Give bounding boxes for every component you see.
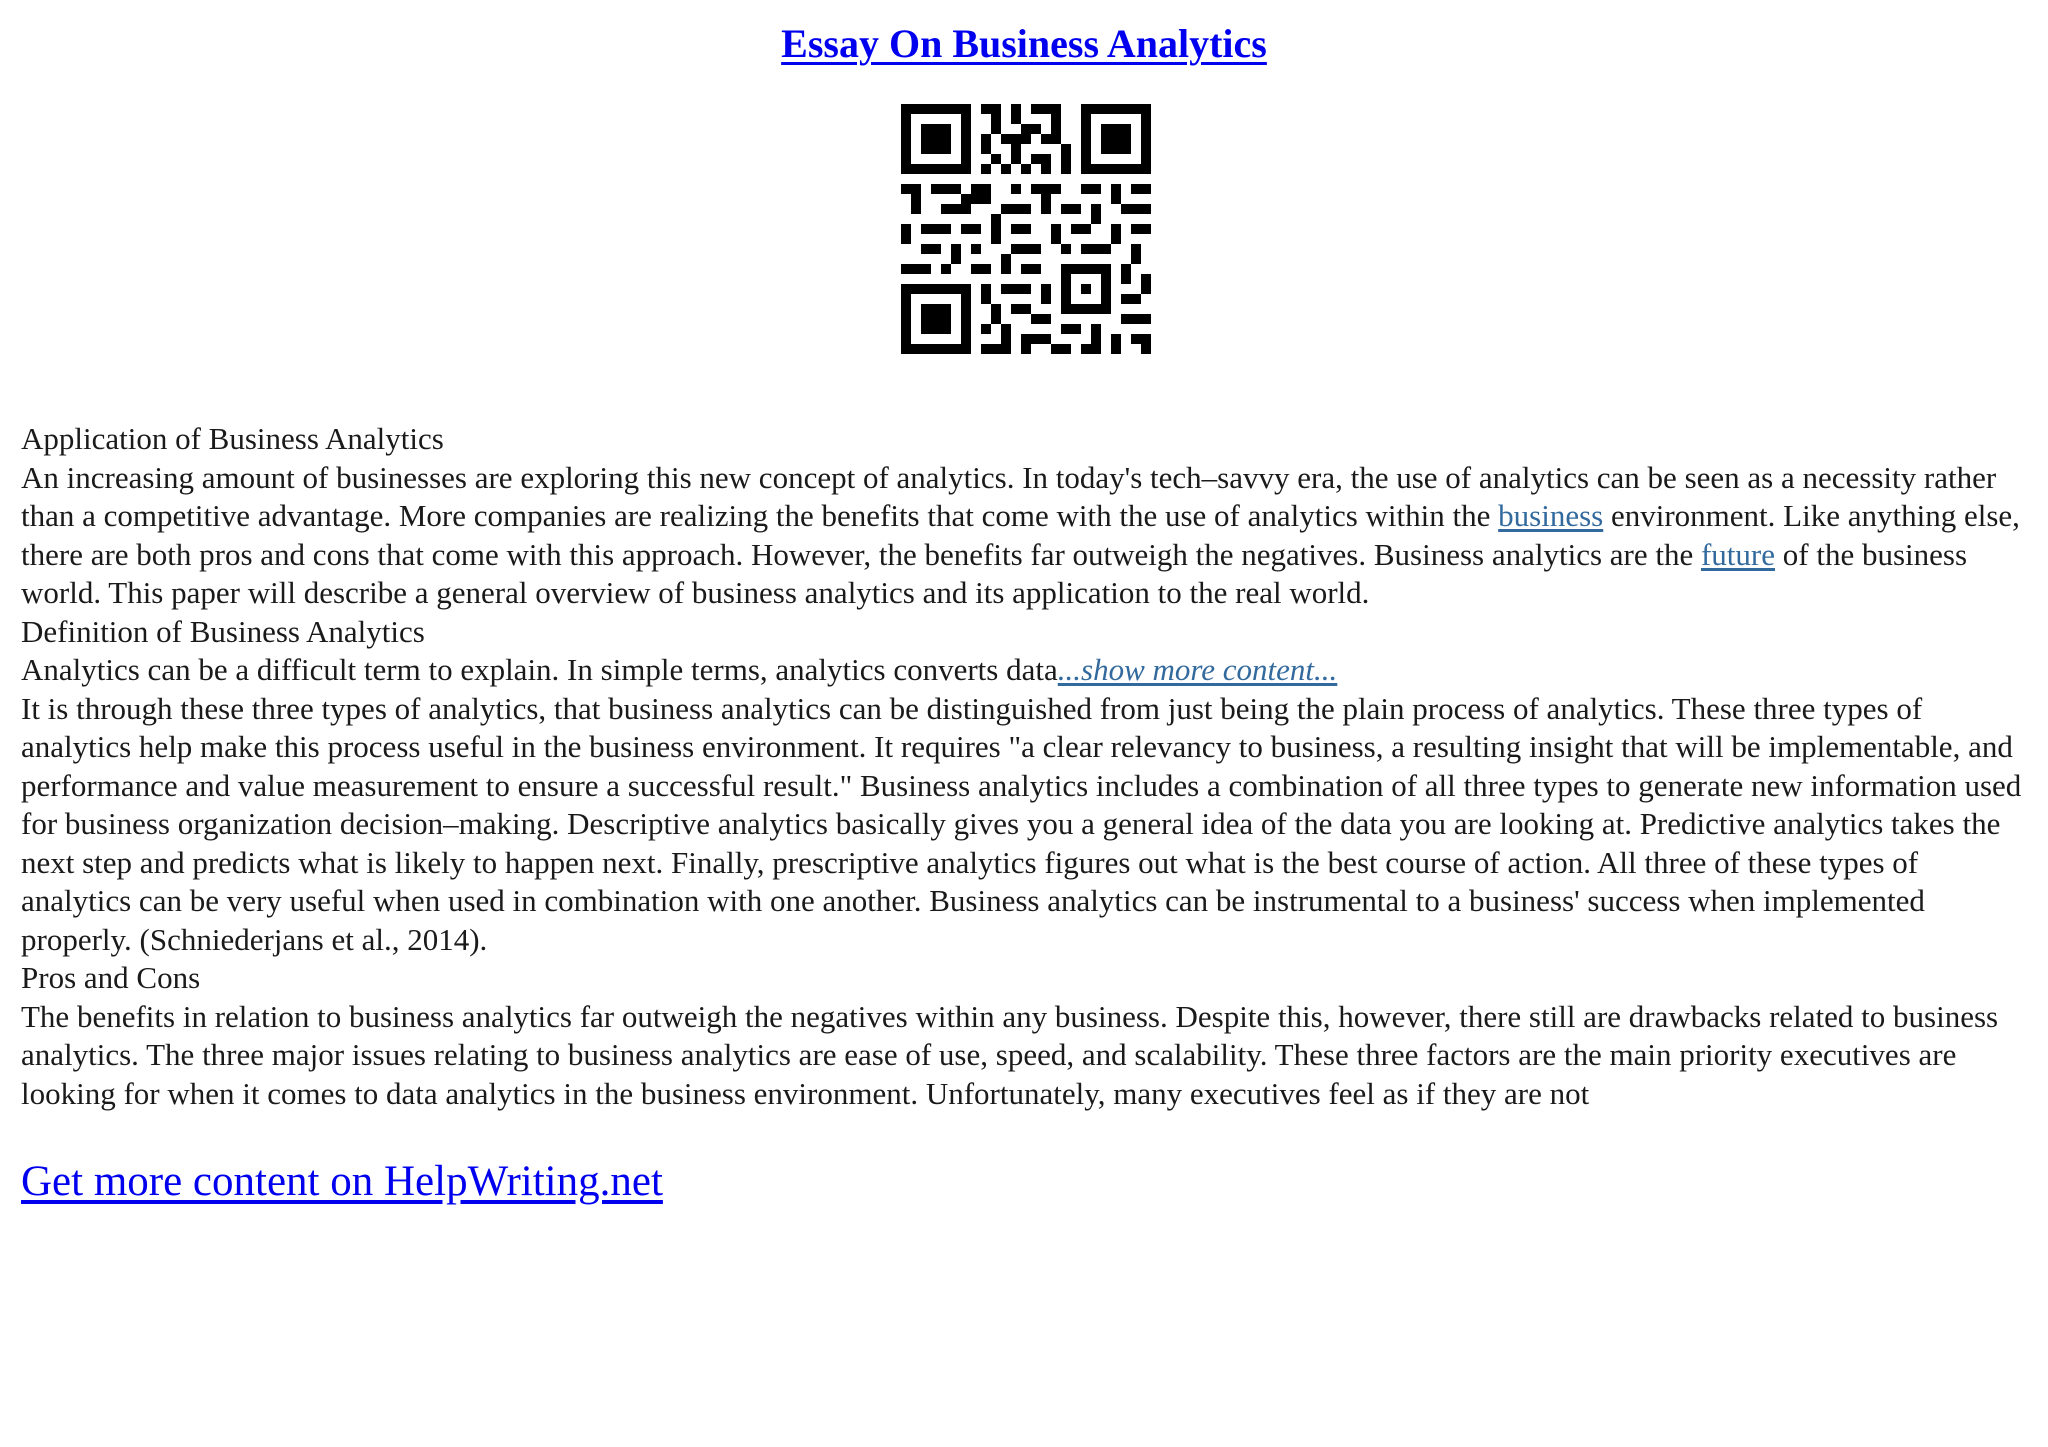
intro-text-2: environment. Like anything else, there are both pros and cons that come with this approach. However, the benefits far outweigh the negatives. Business analytics are the xyxy=(21,498,2020,572)
definition-paragraph xyxy=(21,651,2031,690)
qr-code-graphic xyxy=(901,104,1151,354)
page-title xyxy=(0,14,2048,74)
essay-content xyxy=(21,420,2031,1113)
cta-line xyxy=(21,1154,663,1210)
intro-paragraph xyxy=(21,459,2031,613)
types-paragraph: It is through these three types of analytics, that business analytics can be distinguished from just being the plain process of analytics. These three types of analytics help make this process useful in the business environment. It requires "a clear relevancy to business, a resulting insight that will be implementable, and performance and value measurement to ensure a successful result." Business analytics includes a combination of all three types to generate new information used for business organization decision–making. Descriptive analytics basically gives you a general idea of the data you are looking at. Predictive analytics takes the next step and predicts what is likely to happen next. Finally, prescriptive analytics figures out what is the best course of action. All three of these types of analytics can be very useful when used in combination with one another. Business analytics can be instrumental to a business' success when implemented properly. (Schniederjans et al., 2014). xyxy=(21,690,2022,957)
show-more-link[interactable]: ...show more content... xyxy=(1057,652,1338,687)
intro-text-1: An increasing amount of businesses are exploring this new concept of analytics. In today's tech–savvy era, the use of analytics can be seen as a necessity rather than a competitive advantage. More companies are realizing the benefits that come with the use of analytics within the xyxy=(21,459,1997,533)
future-link[interactable]: future xyxy=(1700,536,1776,572)
business-link[interactable]: business xyxy=(1498,498,1604,533)
pros-cons-paragraph: The benefits in relation to business analytics far outweigh the negatives within any business. Despite this, however, there still are drawbacks related to business analytics. The three major issues relating to business analytics are ease of use, speed, and scalability. These three factors are the main priority executives are looking for when it comes to data analytics in the business environment. Unfortunately, many executives feel as if they are not xyxy=(21,998,1999,1111)
title-link[interactable]: Essay On Business Analytics xyxy=(781,21,1267,66)
section-heading-definition: Definition of Business Analytics xyxy=(21,613,425,649)
section-heading-application: Application of Business Analytics xyxy=(21,421,444,456)
get-more-content-link[interactable]: Get more content on HelpWriting.net xyxy=(21,1158,663,1205)
qr-code-icon xyxy=(901,104,1151,354)
definition-text: Analytics can be a difficult term to explain. In simple terms, analytics converts data xyxy=(21,652,1058,687)
section-heading-pros-cons: Pros and Cons xyxy=(21,960,201,995)
intro-text-3: of the business world. This paper will describe a general overview of business analytics and its application to the real world. xyxy=(21,536,1968,610)
